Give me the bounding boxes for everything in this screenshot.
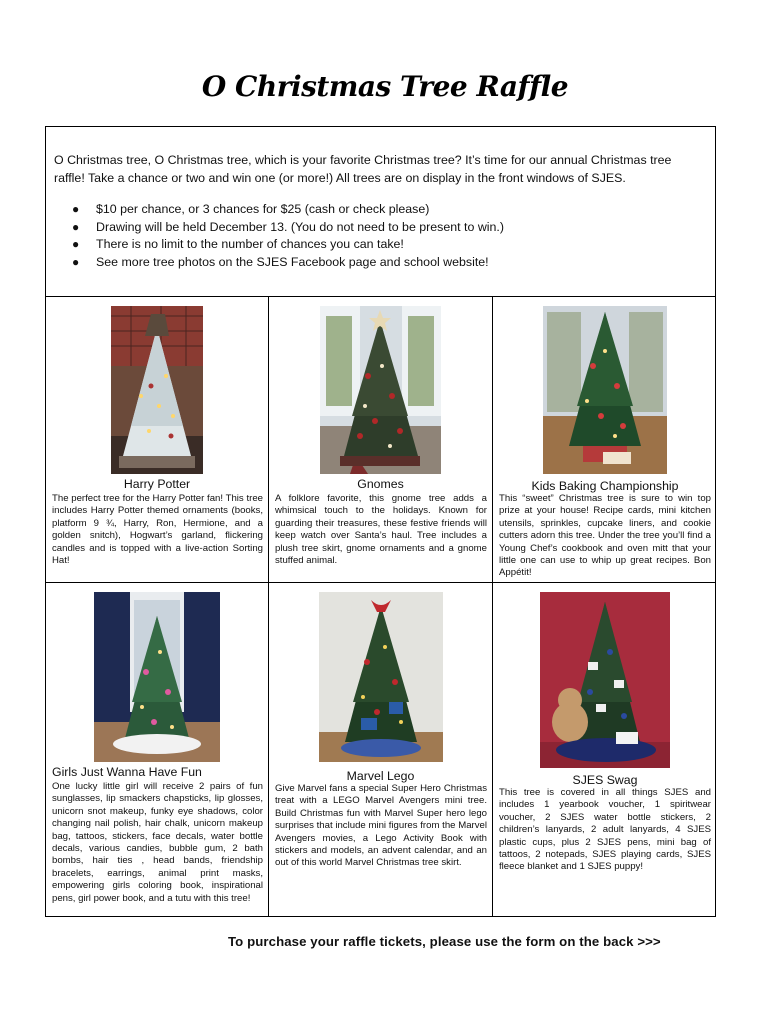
tree-cell-gnomes <box>269 297 492 582</box>
intro-text: O Christmas tree, O Christmas tree, which is your favorite Christmas tree? It’s time for our annual Christmas tree raffle! Take a chance or two and win one (or more!) All trees are on display in the front windows of SJES. <box>54 153 672 185</box>
tree-title: Gnomes <box>357 477 404 491</box>
tree-cell-sjes-swag <box>493 583 717 916</box>
tree-cell-kids-baking <box>493 297 717 582</box>
tree-title: SJES Swag <box>572 773 638 787</box>
page-title: O Christmas Tree Raffle <box>201 70 569 103</box>
tree-description: A folklore favorite, this gnome tree adds a whimsical touch to the holidays. Known for guarding their treasures, these festive friends will keep watch over Santa’s haul. Tree includes a plush tree skirt, gnome ornaments and a gnome stuffed animal. <box>275 493 487 567</box>
bullet-item: ● There is no limit to the number of chances you can take! <box>54 236 504 254</box>
intro-bullet-list <box>54 201 504 271</box>
bullet-dot-icon: ● <box>72 202 80 216</box>
bullet-item: ● See more tree photos on the SJES Facebook page and school website! <box>54 254 504 272</box>
tree-description: This “sweet” Christmas tree is sure to win top prize at your house! Recipe cards, mini kitchen utensils, sprinkles, cupcake liners, and cookie cutters adorn this tree. Under the tree you’ll find a Young Chef’s cookbook and oven mitt that your little one can use to whip up great recipes. Bon Appétit! <box>499 493 711 579</box>
tree-title: Harry Potter <box>123 477 191 491</box>
bullet-item: ● $10 per chance, or 3 chances for $25 (cash or check please) <box>54 201 504 219</box>
tree-grid <box>45 296 716 917</box>
tree-title: Girls Just Wanna Have Fun <box>52 765 202 779</box>
sjes-swag-tree-photo <box>540 592 670 768</box>
gnomes-tree-photo <box>320 306 441 474</box>
tree-description: Give Marvel fans a special Super Hero Christmas treat with a LEGO Marvel Avengers mini tree. Build Christmas fun with Marvel Super hero lego surprises that include mini figures from the Marvel Avengers movies, a Lego Activity Book with stickers and models, an advent calendar, and an out of this world Marvel Christmas tree skirt. <box>275 783 487 869</box>
tree-description: This tree is covered in all things SJES and includes 1 yearbook voucher, 1 spiritwear voucher, 2 SJES water bottle stickers, 2 children’s lanyards, 2 adult lanyards, 4 SJES plastic cups, plus 2 SJES pens, mini bag of tattoos, 2 notepads, SJES playing cards, SJES fleece blanket and 1 SJES puppy! <box>499 787 711 873</box>
tree-cell-girls-just-wanna-have-fun <box>46 583 268 916</box>
tree-description: One lucky little girl will receive 2 pairs of fun sunglasses, lip smackers chapsticks, lip glosses, unicorn snot makeup, funky eye shadows, color changing nail polish, hair chalk, unicorn makeup bag, tattoos, stickers, face decals, water bottle decals, various candies, bubble gum, 2 bath bombs, hair ties , head bands, friendship bracelets, earrings, animal print masks, empowering girls coloring book, inspirational pens, girl power book, and a tutu with this tree! <box>52 781 263 904</box>
tree-title: Kids Baking Championship <box>531 479 679 493</box>
kids-baking-tree-photo <box>543 306 667 474</box>
intro-box <box>45 126 716 297</box>
bullet-dot-icon: ● <box>72 254 80 269</box>
bullet-item: ● Drawing will be held December 13. (You do not need to be present to win.) <box>54 219 504 237</box>
harry-potter-tree-photo <box>111 306 203 474</box>
tree-description: The perfect tree for the Harry Potter fan! This tree includes Harry Potter themed ornaments (books, platform 9 ¾, Harry, Ron, Hermione, and a golden snitch), Hogwart’s garland, flickering candles and is topped with a live-action Sorting Hat! <box>52 493 263 567</box>
marvel-lego-tree-photo <box>319 592 443 762</box>
tree-cell-marvel-lego <box>269 583 492 916</box>
footer-note: To purchase your raffle tickets, please use the form on the back >>> <box>228 934 661 949</box>
tree-cell-harry-potter <box>46 297 268 582</box>
tree-title: Marvel Lego <box>346 769 415 783</box>
bullet-dot-icon: ● <box>72 219 80 234</box>
girls-tree-photo <box>94 592 220 762</box>
bullet-dot-icon: ● <box>72 237 80 251</box>
